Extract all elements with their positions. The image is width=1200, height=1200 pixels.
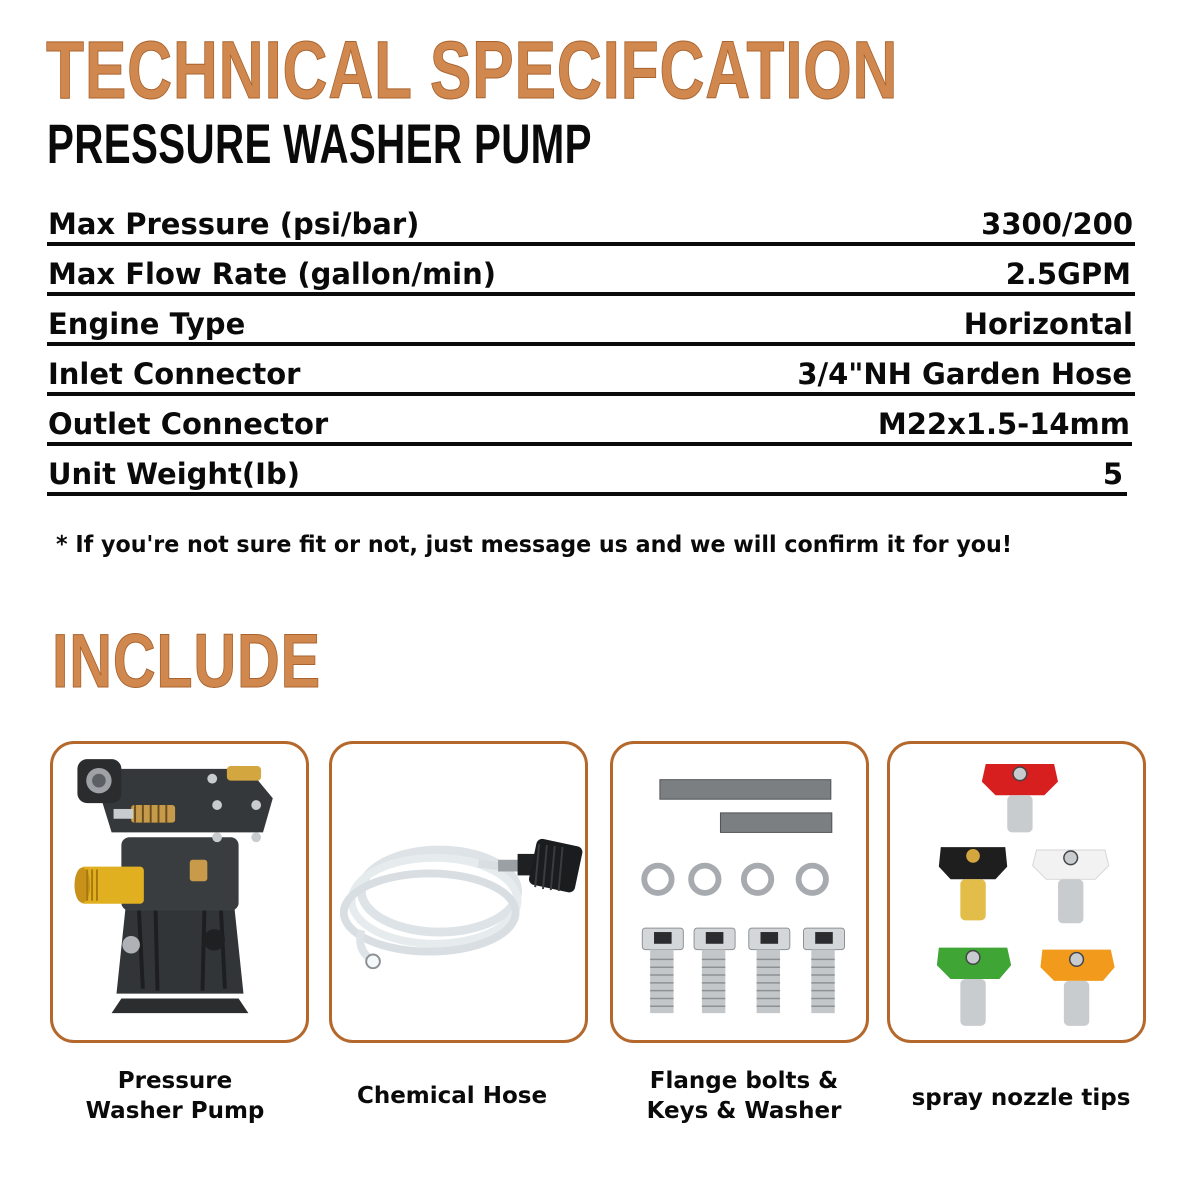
spec-value: Horizontal — [963, 307, 1133, 341]
label-line: Washer Pump — [85, 1098, 265, 1124]
spec-label: Inlet Connector — [48, 357, 301, 391]
spec-row — [47, 246, 1135, 296]
include-label-bolts — [614, 1066, 874, 1126]
spec-label: Max Flow Rate (gallon/min) — [48, 257, 496, 291]
spec-value: 2.5GPM — [1005, 257, 1131, 291]
nozzle-icon — [890, 744, 1143, 1040]
page-title: TECHNICAL SPECIFCATION — [46, 25, 899, 116]
spec-row — [47, 196, 1135, 246]
spec-value: M22x1.5-14mm — [877, 407, 1130, 441]
page-subtitle: PRESSURE WASHER PUMP — [47, 112, 592, 175]
hose-icon — [332, 744, 585, 1040]
include-card-bolts — [610, 741, 869, 1043]
spec-label: Unit Weight(Ib) — [48, 457, 300, 491]
include-label-pump — [45, 1066, 305, 1126]
spec-row — [47, 296, 1135, 346]
label-line: spray nozzle tips — [911, 1085, 1131, 1111]
include-label-nozzles — [891, 1083, 1151, 1113]
spec-value: 3/4"NH Garden Hose — [797, 357, 1132, 391]
pump-icon — [53, 744, 306, 1040]
spec-row — [47, 396, 1132, 446]
spec-row — [47, 446, 1127, 496]
spec-table — [47, 196, 1135, 496]
fit-note: * If you're not sure fit or not, just message us and we will confirm it for you! — [56, 532, 1012, 558]
include-card-hose — [329, 741, 588, 1043]
spec-label: Outlet Connector — [48, 407, 329, 441]
spec-label: Engine Type — [48, 307, 246, 341]
spec-label: Max Pressure (psi/bar) — [48, 207, 420, 241]
include-card-pump — [50, 741, 309, 1043]
spec-value: 3300/200 — [981, 207, 1133, 241]
include-label-hose — [322, 1081, 582, 1111]
spec-value: 5 — [1102, 457, 1123, 491]
label-line: Chemical Hose — [356, 1083, 548, 1109]
label-line: Flange bolts & — [649, 1068, 839, 1094]
label-line: Keys & Washer — [646, 1098, 842, 1124]
include-title: INCLUDE — [52, 619, 321, 704]
bolts-icon — [613, 744, 866, 1040]
spec-row — [47, 346, 1135, 396]
include-card-nozzles — [887, 741, 1146, 1043]
label-line: Pressure — [117, 1068, 233, 1094]
